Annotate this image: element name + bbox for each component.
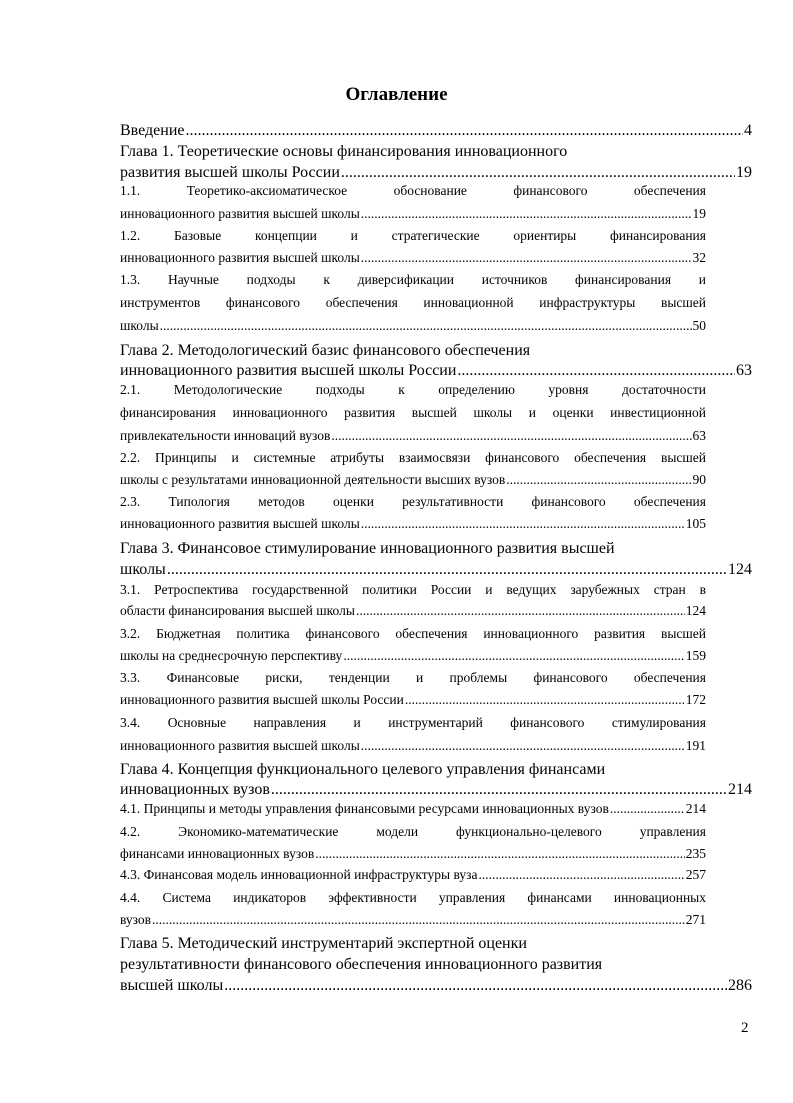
entry-text: развития высшей школы России: [120, 164, 340, 181]
toc-chapter-1[interactable]: [120, 164, 752, 182]
leader-dots: [341, 164, 735, 182]
entry-page: 214: [685, 801, 706, 816]
toc-section-2-1-line1[interactable]: 2.1. Методологические подходы к определению уровня достаточности: [120, 382, 706, 397]
toc-section-1-3-line1[interactable]: 1.3. Научные подходы к диверсификации источников финансирования и: [120, 272, 706, 287]
entry-page: 63: [692, 428, 706, 443]
toc-section-4-2-line1[interactable]: 4.2. Экономико-математические модели функционально-целевого управления: [120, 824, 706, 839]
toc-section-4-3[interactable]: [120, 867, 706, 883]
toc-section-2-1[interactable]: [120, 428, 706, 444]
leader-dots: [331, 428, 691, 444]
entry-text: вузов: [120, 912, 152, 927]
toc-section-2-2-line1[interactable]: 2.2. Принципы и системные атрибуты взаимосвязи финансового обеспечения высшей: [120, 450, 706, 465]
entry-text: области финансирования высшей школы: [120, 603, 355, 618]
toc-section-1-2[interactable]: [120, 250, 706, 266]
toc-section-3-2[interactable]: [120, 648, 706, 664]
entry-text: школы: [120, 561, 166, 578]
leader-dots: [315, 846, 685, 862]
entry-page: 105: [685, 516, 706, 531]
toc-section-2-1-line2[interactable]: финансирования инновационного развития высшей школы и оценки инвестиционной: [120, 405, 706, 420]
toc-section-1-1[interactable]: [120, 206, 706, 222]
toc-section-3-2-line1[interactable]: 3.2. Бюджетная политика финансового обеспечения инновационного развития высшей: [120, 626, 706, 641]
toc-entry-intro[interactable]: [120, 122, 752, 140]
entry-page: 90: [692, 472, 706, 487]
leader-dots: [361, 516, 685, 532]
toc-section-4-4[interactable]: [120, 912, 706, 928]
entry-text: школы: [120, 318, 159, 333]
entry-text: 4.3. Финансовая модель инновационной инфраструктуры вуза: [120, 867, 478, 882]
toc-section-1-3[interactable]: [120, 318, 706, 334]
entry-page: 191: [685, 738, 706, 753]
leader-dots: [506, 472, 691, 488]
entry-page: 124: [728, 561, 752, 578]
entry-page: 63: [736, 362, 752, 379]
entry-page: 124: [685, 603, 706, 618]
toc-section-3-3-line1[interactable]: 3.3. Финансовые риски, тенденции и проблемы финансового обеспечения: [120, 670, 706, 685]
toc-chapter-2[interactable]: [120, 362, 752, 380]
leader-dots: [405, 692, 685, 708]
toc-chapter-1-line1[interactable]: Глава 1. Теоретические основы финансирования инновационного: [120, 143, 568, 160]
leader-dots: [478, 867, 684, 883]
entry-text: школы на среднесрочную перспективу: [120, 648, 343, 663]
toc-section-1-2-line1[interactable]: 1.2. Базовые концепции и стратегические ориентиры финансирования: [120, 228, 706, 243]
entry-text: высшей школы: [120, 977, 224, 994]
toc-section-4-4-line1[interactable]: 4.4. Система индикаторов эффективности управления финансами инновационных: [120, 890, 706, 905]
toc-chapter-4-line1[interactable]: Глава 4. Концепция функционального целевого управления финансами: [120, 761, 606, 778]
entry-text: инновационного развития высшей школы: [120, 738, 360, 753]
entry-page: 286: [728, 977, 752, 994]
toc-chapter-3[interactable]: [120, 561, 752, 579]
entry-text: инновационного развития высшей школы: [120, 250, 360, 265]
leader-dots: [361, 738, 685, 754]
entry-page: 214: [728, 781, 752, 798]
toc-chapter-5[interactable]: [120, 977, 752, 995]
toc-section-2-3[interactable]: [120, 516, 706, 532]
entry-text: инновационного развития высшей школы России: [120, 362, 457, 379]
toc-section-3-1-line1[interactable]: 3.1. Ретроспектива государственной политики России и ведущих зарубежных стран в: [120, 582, 706, 597]
entry-page: 19: [692, 206, 706, 221]
entry-page: 4: [744, 122, 752, 139]
toc-chapter-4[interactable]: [120, 781, 752, 799]
toc-section-2-2[interactable]: [120, 472, 706, 488]
entry-page: 235: [685, 846, 706, 861]
toc-section-2-3-line1[interactable]: 2.3. Типология методов оценки результативности финансового обеспечения: [120, 494, 706, 509]
leader-dots: [186, 122, 744, 140]
toc-chapter-2-line1[interactable]: Глава 2. Методологический базис финансового обеспечения: [120, 342, 531, 359]
toc-section-4-1[interactable]: [120, 801, 706, 817]
leader-dots: [160, 318, 692, 334]
leader-dots: [361, 250, 692, 266]
leader-dots: [457, 362, 735, 380]
toc-title: Оглавление: [345, 84, 448, 105]
toc-section-3-4-line1[interactable]: 3.4. Основные направления и инструментарий финансового стимулирования: [120, 715, 706, 730]
entry-text: инновационного развития высшей школы России: [120, 692, 404, 707]
entry-text: инновационного развития высшей школы: [120, 206, 360, 221]
entry-text: инновационного развития высшей школы: [120, 516, 360, 531]
leader-dots: [343, 648, 684, 664]
entry-text: Введение: [120, 122, 185, 139]
entry-text: привлекательности инноваций вузов: [120, 428, 331, 443]
leader-dots: [610, 801, 685, 817]
toc-section-4-2[interactable]: [120, 846, 706, 862]
entry-text: инновационных вузов: [120, 781, 270, 798]
entry-page: 32: [692, 250, 706, 265]
entry-text: школы с результатами инновационной деятельности высших вузов: [120, 472, 506, 487]
toc-section-3-3[interactable]: [120, 692, 706, 708]
entry-page: 257: [685, 867, 706, 882]
leader-dots: [224, 977, 727, 995]
leader-dots: [167, 561, 727, 579]
entry-text: 4.1. Принципы и методы управления финансовыми ресурсами инновационных вузов: [120, 801, 609, 816]
entry-page: 50: [692, 318, 706, 333]
entry-text: финансами инновационных вузов: [120, 846, 315, 861]
toc-section-1-1-line1[interactable]: 1.1. Теоретико-аксиоматическое обоснование финансового обеспечения: [120, 183, 706, 198]
toc-section-3-1[interactable]: [120, 603, 706, 619]
leader-dots: [152, 912, 685, 928]
toc-chapter-5-line1[interactable]: Глава 5. Методический инструментарий экспертной оценки: [120, 935, 527, 952]
entry-page: 159: [685, 648, 706, 663]
leader-dots: [356, 603, 685, 619]
toc-section-1-3-line2[interactable]: инструментов финансового обеспечения инновационной инфраструктуры высшей: [120, 295, 706, 310]
entry-page: 271: [685, 912, 706, 927]
entry-page: 19: [736, 164, 752, 181]
toc-section-3-4[interactable]: [120, 738, 706, 754]
page-number: 2: [741, 1020, 749, 1036]
leader-dots: [271, 781, 727, 799]
entry-page: 172: [685, 692, 706, 707]
leader-dots: [361, 206, 692, 222]
toc-chapter-3-line1[interactable]: Глава 3. Финансовое стимулирование инновационного развития высшей: [120, 540, 615, 557]
toc-chapter-5-line2[interactable]: результативности финансового обеспечения инновационного развития: [120, 956, 603, 973]
